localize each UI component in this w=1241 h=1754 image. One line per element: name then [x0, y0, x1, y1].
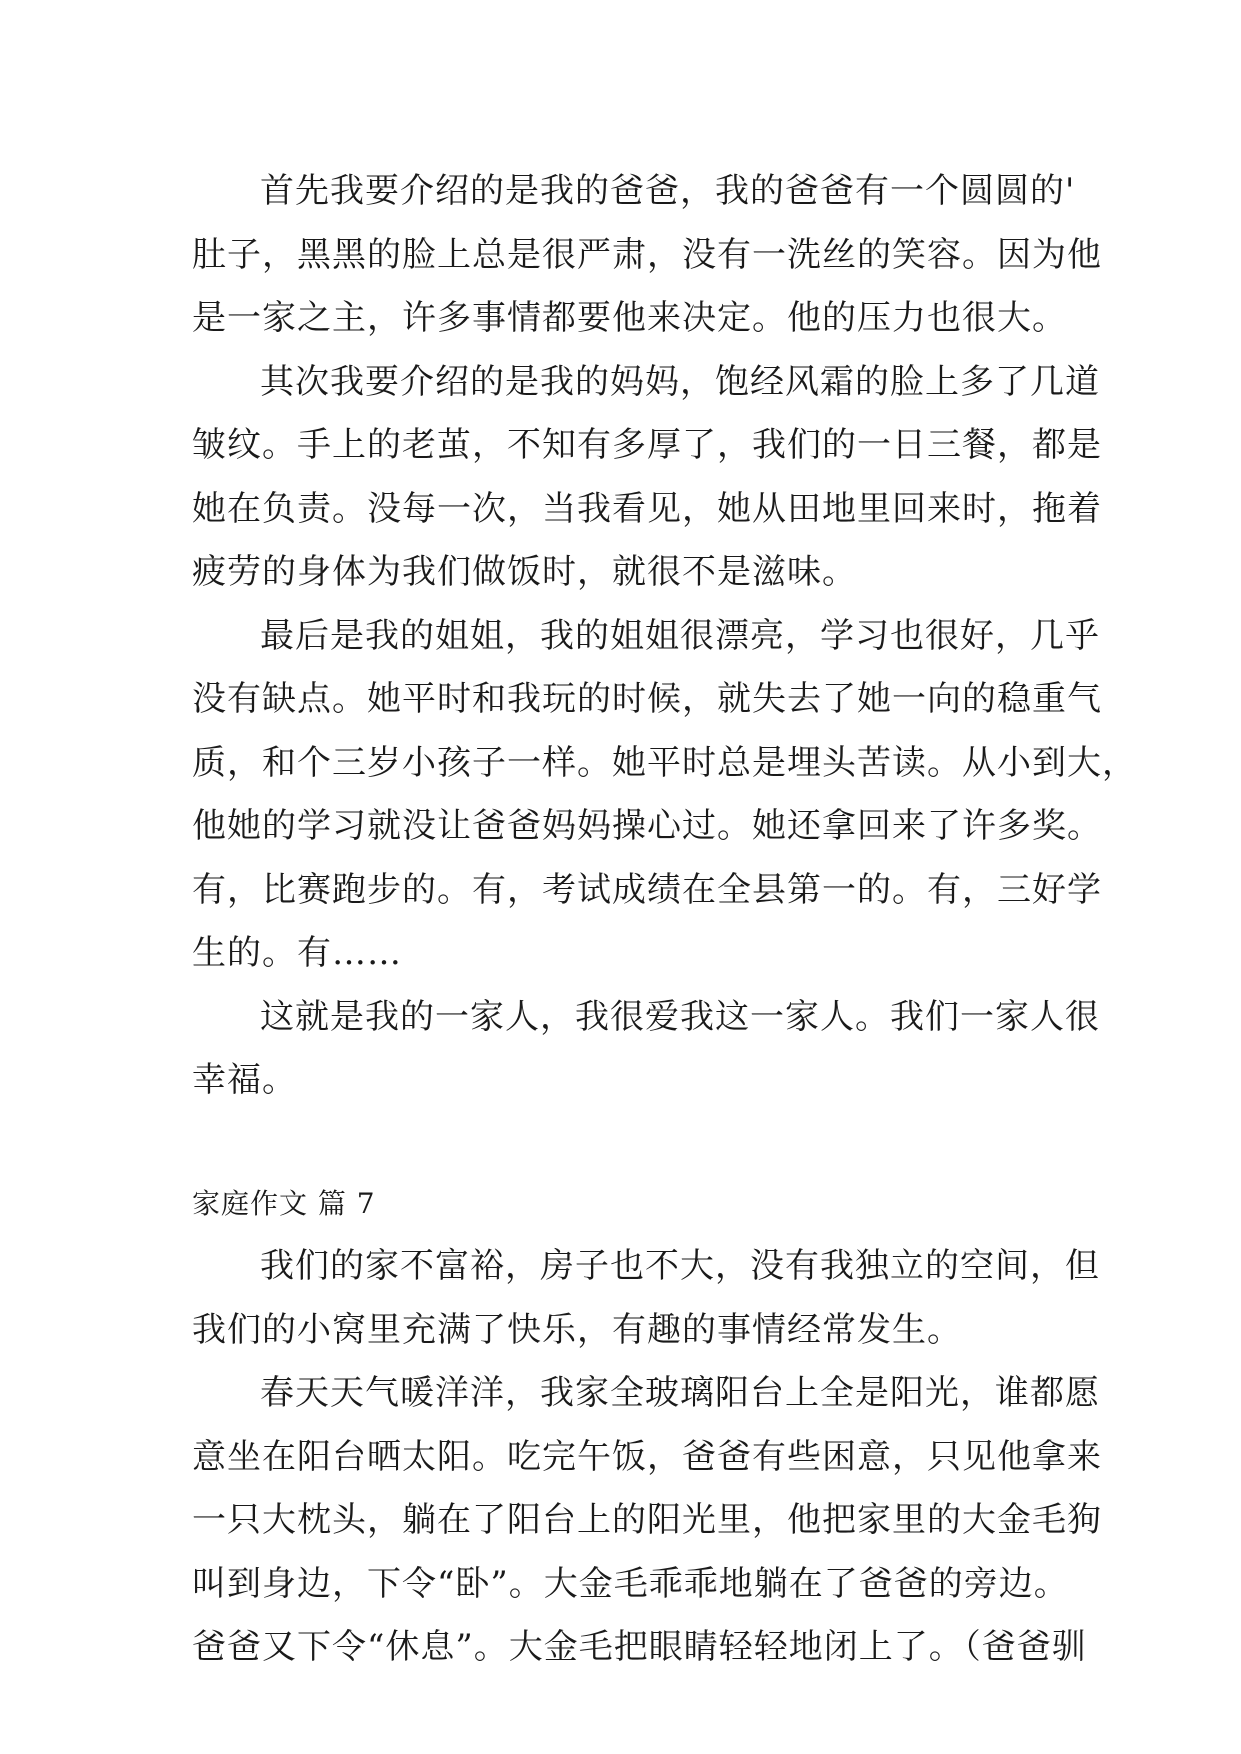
paragraph — [192, 1235, 1100, 1362]
text-line: 这就是我的一家人，我很爱我这一家人。我们一家人很 — [260, 996, 1100, 1037]
text-line: 一只大枕头，躺在了阳台上的阳光里，他把家里的大金毛狗 — [192, 1500, 1102, 1540]
text-line: 最后是我的姐姐，我的姐姐很漂亮，学习也很好，几乎 — [260, 615, 1100, 656]
text-line: 是一家之主，许多事情都要他来决定。他的压力也很大。 — [192, 298, 1067, 338]
text-line: 意坐在阳台晒太阳。吃完午饭，爸爸有些困意，只见他拿来 — [192, 1436, 1102, 1477]
paragraph — [192, 351, 1102, 605]
paragraph — [192, 605, 1137, 986]
text-line: 他她的学习就没让爸爸妈妈操心过。她还拿回来了许多奖。 — [192, 806, 1102, 846]
text-line: 叫到身边，下令“卧”。大金毛乖乖地躺在了爸爸的旁边。 — [192, 1563, 1069, 1604]
text-line: 我们的小窝里充满了快乐，有趣的事情经常发生。 — [192, 1309, 962, 1350]
text-line: 她在负责。没每一次，当我看见，她从田地里回来时，拖着 — [192, 488, 1102, 529]
text-line: 没有缺点。她平时和我玩的时候，就失去了她一向的稳重气 — [192, 679, 1102, 719]
text-line: 生的。有…… — [192, 933, 402, 973]
text-line: 爸爸又下令“休息”。大金毛把眼睛轻轻地闭上了。（爸爸驯 — [192, 1627, 1087, 1667]
paragraph — [192, 1362, 1102, 1680]
text-line: 春天天气暖洋洋，我家全玻璃阳台上全是阳光，谁都愿 — [260, 1373, 1100, 1413]
text-line: 肚子，黑黑的脸上总是很严肃，没有一洗丝的笑容。因为他 — [192, 234, 1102, 275]
text-line: 有，比赛跑步的。有，考试成绩在全县第一的。有，三好学 — [192, 869, 1102, 910]
paragraph — [192, 160, 1102, 351]
text-line: 首先我要介绍的是我的爸爸，我的爸爸有一个圆圆的' — [260, 171, 1076, 211]
section-heading: 家庭作文 篇 7 — [192, 1186, 376, 1220]
section-gap — [192, 1113, 1072, 1172]
paragraph — [192, 986, 1100, 1113]
text-line: 其次我要介绍的是我的妈妈，饱经风霜的脸上多了几道 — [260, 361, 1100, 402]
text-line: 皱纹。手上的老茧，不知有多厚了，我们的一日三餐，都是 — [192, 425, 1102, 465]
document-body — [192, 160, 1137, 1680]
text-line: 我们的家不富裕，房子也不大，没有我独立的空间，但 — [260, 1246, 1100, 1286]
text-line: 疲劳的身体为我们做饭时，就很不是滋味。 — [192, 552, 857, 592]
text-line: 质，和个三岁小孩子一样。她平时总是埋头苦读。从小到大， — [192, 742, 1137, 783]
text-line: 幸福。 — [192, 1060, 297, 1100]
